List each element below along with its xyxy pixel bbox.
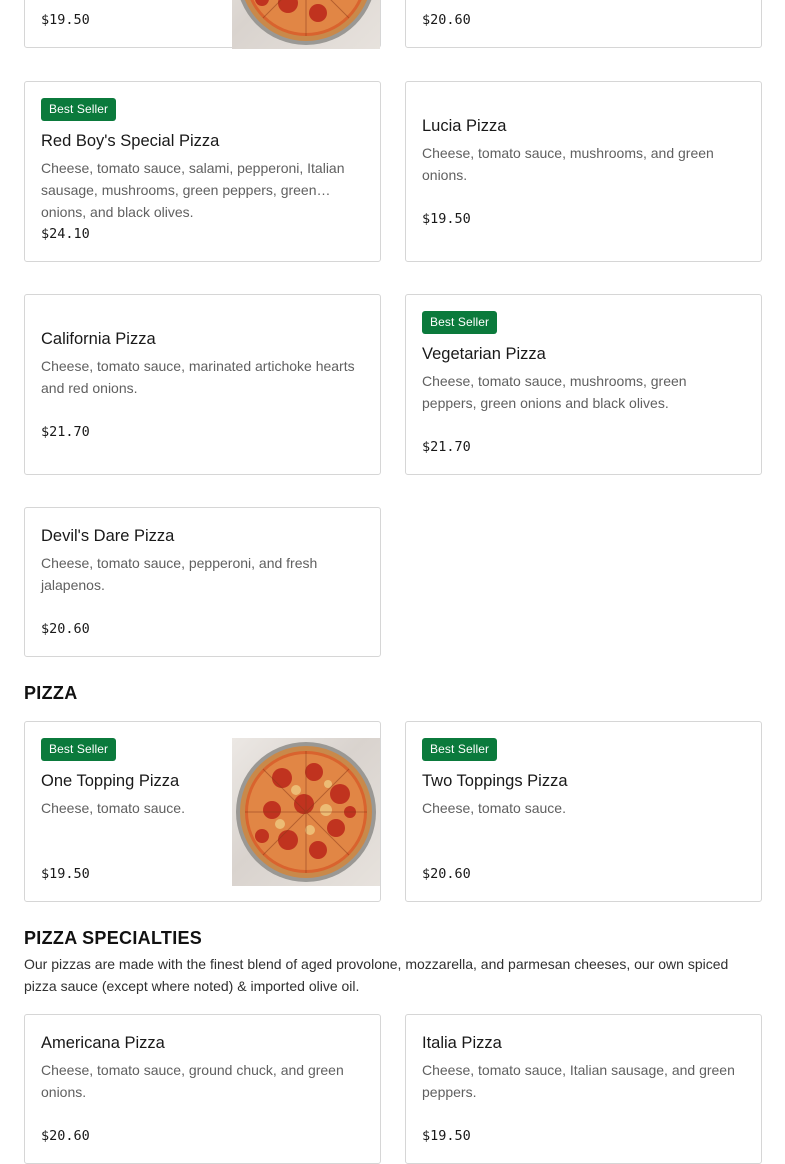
menu-item-card-italia[interactable] bbox=[405, 1014, 762, 1164]
item-description: Cheese, tomato sauce, mushrooms, and green onions. bbox=[422, 145, 714, 183]
item-description: Cheese, tomato sauce. bbox=[41, 800, 185, 816]
item-price: $21.70 bbox=[422, 439, 471, 455]
item-price: $21.70 bbox=[41, 424, 90, 440]
item-name: Two Toppings Pizza bbox=[422, 772, 568, 790]
menu-item-card-devils-dare[interactable] bbox=[24, 507, 381, 657]
menu-item-card-red-boys-special[interactable] bbox=[24, 81, 381, 262]
item-name: California Pizza bbox=[41, 330, 156, 348]
best-seller-badge: Best Seller bbox=[41, 738, 116, 761]
section-title-pizza: PIZZA bbox=[24, 683, 78, 703]
item-name: Red Boy's Special Pizza bbox=[41, 132, 220, 150]
item-price: $19.50 bbox=[422, 211, 471, 227]
item-description: Cheese, tomato sauce, ground chuck, and green onions. bbox=[41, 1062, 344, 1100]
best-seller-badge: Best Seller bbox=[422, 738, 497, 761]
menu-item-card-partial-left[interactable] bbox=[24, 0, 381, 48]
item-name: Italia Pizza bbox=[422, 1034, 502, 1052]
item-price: $19.50 bbox=[41, 866, 90, 882]
item-description: Cheese, tomato sauce, mushrooms, green peppers, green onions and black olives. bbox=[422, 373, 687, 411]
item-name: Devil's Dare Pizza bbox=[41, 527, 175, 545]
item-price: $24.10 bbox=[41, 226, 90, 242]
item-price: $19.50 bbox=[41, 12, 90, 28]
item-name: One Topping Pizza bbox=[41, 772, 180, 790]
menu-item-card-one-topping[interactable] bbox=[24, 721, 381, 902]
item-name: Vegetarian Pizza bbox=[422, 345, 546, 363]
best-seller-badge: Best Seller bbox=[41, 98, 116, 121]
item-price: $20.60 bbox=[41, 621, 90, 637]
menu-item-card-partial-right[interactable] bbox=[405, 0, 762, 48]
item-description: Cheese, tomato sauce, pepperoni, and fresh jalapenos. bbox=[41, 555, 318, 593]
pepperoni-pizza-image bbox=[232, 738, 380, 886]
best-seller-badge: Best Seller bbox=[422, 311, 497, 334]
item-description: Cheese, tomato sauce, Italian sausage, and green peppers. bbox=[422, 1062, 735, 1100]
item-price: $20.60 bbox=[422, 866, 471, 882]
item-description: Cheese, tomato sauce, marinated artichoke hearts and red onions. bbox=[41, 358, 355, 396]
item-price: $20.60 bbox=[422, 12, 471, 28]
menu-item-card-vegetarian[interactable] bbox=[405, 294, 762, 475]
item-description: Cheese, tomato sauce, salami, pepperoni, Italian sausage, mushrooms, green peppers, green onions, and black olives. bbox=[41, 160, 345, 220]
item-price: $20.60 bbox=[41, 1128, 90, 1144]
item-name: Americana Pizza bbox=[41, 1034, 165, 1052]
menu-item-card-two-toppings[interactable] bbox=[405, 721, 762, 902]
section-description: Our pizzas are made with the finest blend of aged provolone, mozzarella, and parmesan cheeses, our own spiced pizza sauce (except where noted) & imported olive oil. bbox=[24, 956, 729, 994]
item-name: Lucia Pizza bbox=[422, 117, 507, 135]
menu-item-card-lucia[interactable] bbox=[405, 81, 762, 262]
item-price: $19.50 bbox=[422, 1128, 471, 1144]
menu-item-card-california[interactable] bbox=[24, 294, 381, 475]
item-description: Cheese, tomato sauce. bbox=[422, 800, 566, 816]
pepperoni-pizza-image bbox=[232, 0, 380, 49]
section-title-pizza-specialties: PIZZA SPECIALTIES bbox=[24, 928, 203, 948]
menu-item-card-americana[interactable] bbox=[24, 1014, 381, 1164]
